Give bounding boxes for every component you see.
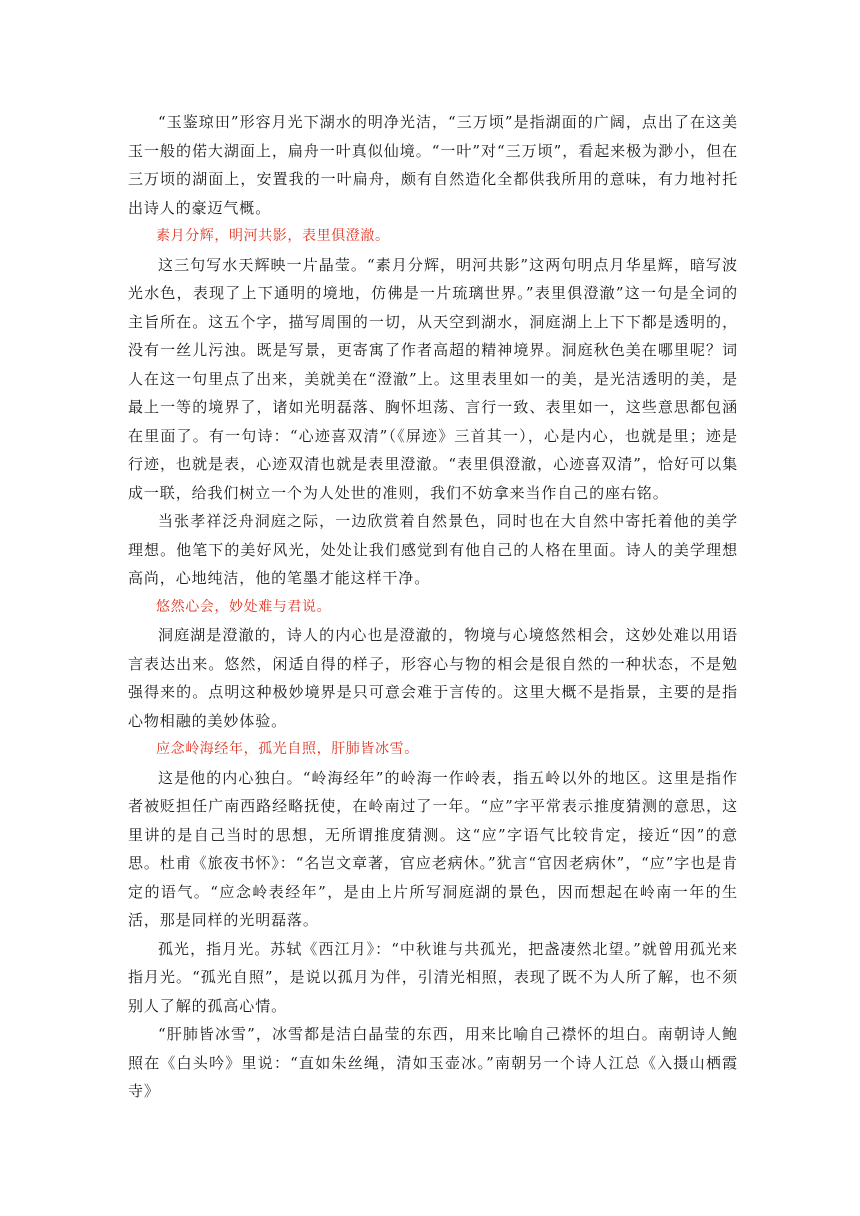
- paragraph: “肝肺皆冰雪”，冰雪都是洁白晶莹的东西，用来比喻自己襟怀的坦白。南朝诗人鲍照在《白头吟》里说：“直如朱丝绳，清如玉壶冰。”南朝另一个诗人江总《入摄山栖霞寺》: [128, 1025, 738, 1100]
- verse-line: 应念岭海经年，孤光自照，肝肺皆冰雪。: [156, 741, 419, 757]
- verse-line: 悠然心会，妙处难与君说。: [156, 598, 332, 615]
- paragraph: 当张孝祥泛舟洞庭之际，一边欣赏着自然景色，同时也在大自然中寄托着他的美学理想。他笔下的美好风光，处处让我们感觉到有他自己的人格在里面。诗人的美学理想高尚，心地纯洁，他的笔墨才能这样干净。: [128, 512, 738, 587]
- paragraph: 这是他的内心独白。“岭海经年”的岭海一作岭表，指五岭以外的地区。这里是指作者被贬担任广南西路经略抚使，在岭南过了一年。“应”字平常表示推度猜测的意思，这里讲的是自己当时的思想，无所谓推度猜测。这“应”字语气比较肯定，接近“因”的意思。杜甫《旅夜书怀》：“名岂文章著，官应老病休。”犹言“官因老病休”，“应”字也是肯定的语气。“应念岭表经年”，是由上片所写洞庭湖的景色，因而想起在岭南一年的生活，那是同样的光明磊落。: [128, 768, 738, 929]
- verse-line: 素月分辉，明河共影，表里俱澄澈。: [156, 228, 390, 244]
- paragraph: “玉鉴琼田”形容月光下湖水的明净光洁，“三万顷”是指湖面的广阔，点出了在这美玉一般的偌大湖面上，扁舟一叶真似仙境。“一叶”对“三万顷”，看起来极为渺小，但在三万顷的湖面上，安置我的一叶扁舟，颇有自然造化全都供我所用的意味，有力地衬托出诗人的豪迈气概。: [128, 113, 738, 217]
- paragraph: 洞庭湖是澄澈的，诗人的内心也是澄澈的，物境与心境悠然相会，这妙处难以用语言表达出来。悠然，闲适自得的样子，形容心与物的相会是很自然的一种状态，不是勉强得来的。点明这种极妙境界是只可意会难于言传的。这里大概不是指景，主要的是指心物相融的美妙体验。: [128, 626, 738, 730]
- paragraph: 这三句写水天辉映一片晶莹。“素月分辉，明河共影”这两句明点月华星辉，暗写波光水色，表现了上下通明的境地，仿佛是一片琉璃世界。”表里俱澄澈”这一句是全词的主旨所在。这五个字，描写周围的一切，从天空到湖水，洞庭湖上上下下都是透明的，没有一丝儿污浊。既是写景，更寄寓了作者高超的精神境界。洞庭秋色美在哪里呢？词人在这一句里点了出来，美就美在“澄澈”上。这里表里如一的美，是光洁透明的美，是最上一等的境界了，诸如光明磊落、胸怀坦荡、言行一致、表里如一，这些意思都包涵在里面了。有一句诗：“心迹喜双清”（《屏迹》三首其一），心是内心，也就是里；迹是行迹，也就是表，心迹双清也就是表里澄澈。“表里俱澄澈，心迹喜双清”，恰好可以集成一联，给我们树立一个为人处世的准则，我们不妨拿来当作自己的座右铭。: [128, 255, 738, 502]
- paragraph: 孤光，指月光。苏轼《西江月》：“中秋谁与共孤光，把盏凄然北望。”就曾用孤光来指月光。“孤光自照”，是说以孤月为伴，引清光相照，表现了既不为人所了解，也不须别人了解的孤高心情。: [128, 939, 738, 1015]
- document-body: [128, 108, 738, 1106]
